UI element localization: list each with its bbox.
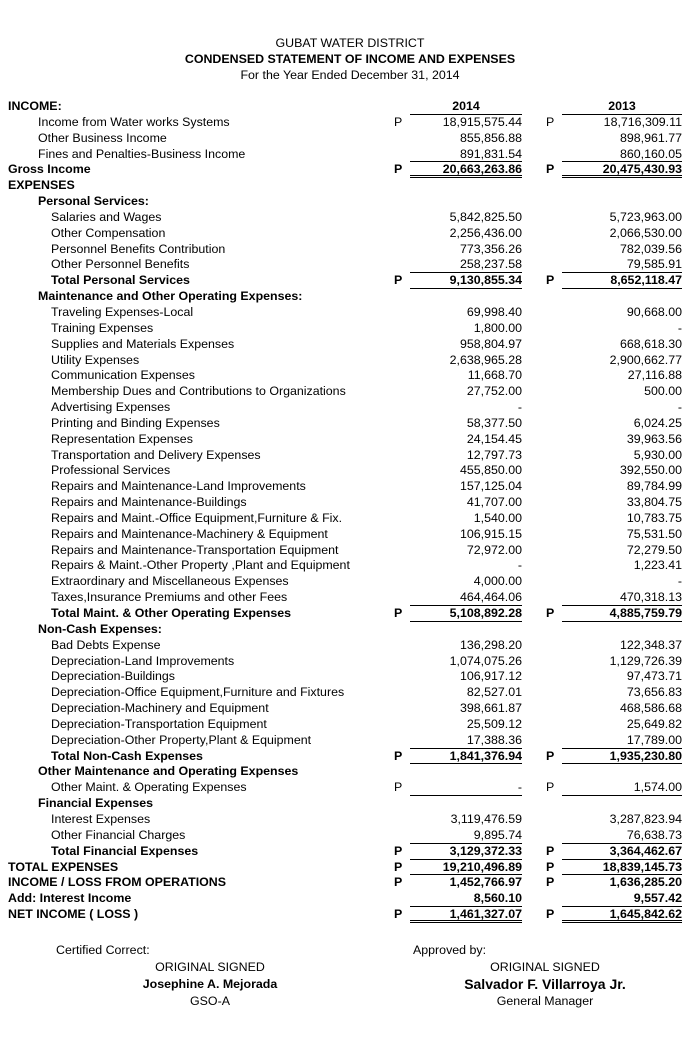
row-label: Other Business Income [38, 130, 167, 145]
amount-2013: 468,586.68 [619, 701, 682, 716]
row-label: Financial Expenses [38, 796, 154, 811]
statement-row [0, 416, 700, 432]
statement-row [0, 226, 700, 242]
amount-2014: 12,797.73 [466, 447, 522, 462]
amount-2014: 773,356.26 [459, 241, 522, 256]
peso-sign-2014: P [394, 843, 403, 858]
row-label: Total Personal Services [51, 273, 190, 288]
statement-row [0, 273, 700, 289]
row-label: Utility Expenses [51, 352, 140, 367]
amount-2013: 17,789.00 [562, 733, 682, 749]
statement-row [0, 257, 700, 273]
peso-sign-2014: P [394, 748, 403, 763]
amount-2014: 9,130,855.34 [410, 273, 522, 289]
peso-sign-2013: P [546, 114, 555, 129]
amount-2013: 97,473.71 [626, 669, 682, 684]
statement-row [0, 812, 700, 828]
amount-2013: 79,585.91 [562, 257, 682, 273]
amount-2014: 2,638,965.28 [449, 352, 522, 367]
amount-2014: 2,256,436.00 [449, 225, 522, 240]
row-label: Repairs and Maintenance-Buildings [51, 495, 247, 510]
statement-row [0, 685, 700, 701]
amount-2014: 58,377.50 [466, 415, 522, 430]
amount-2014: 8,560.10 [410, 891, 522, 907]
amount-2014: 41,707.00 [466, 495, 522, 510]
approved-caption: Approved by: [413, 943, 487, 957]
amount-2013: 1,223.41 [633, 558, 682, 573]
amount-2013: 470,318.13 [562, 590, 682, 606]
amount-2014: 11,668.70 [467, 368, 522, 383]
amount-2013: 39,963.56 [626, 431, 682, 446]
amount-2014: - [517, 558, 522, 573]
peso-sign-2014: P [394, 162, 403, 177]
amount-2014: 24,154.45 [466, 431, 522, 446]
row-label: Traveling Expenses-Local [51, 304, 194, 319]
peso-sign-2014: P [394, 780, 403, 795]
statement-row [0, 99, 700, 115]
approved-status: ORIGINAL SIGNED [490, 960, 600, 974]
row-label: Depreciation-Machinery and Equipment [51, 701, 269, 716]
row-label: Non-Cash Expenses: [38, 621, 162, 636]
statement-row [0, 622, 700, 638]
amount-2014: 3,129,372.33 [410, 844, 522, 860]
amount-2013: 122,348.37 [619, 637, 682, 652]
approved-position: General Manager [496, 994, 594, 1008]
row-label: Bad Debts Expense [51, 637, 161, 652]
peso-sign-2013: P [546, 780, 555, 795]
statement-row [0, 891, 700, 907]
amount-2014: 455,850.00 [459, 463, 522, 478]
certified-status: ORIGINAL SIGNED [155, 960, 265, 974]
statement-row [0, 654, 700, 670]
row-label: Representation Expenses [51, 431, 193, 446]
row-label: Personnel Benefits Contribution [51, 241, 226, 256]
amount-2014: 398,661.87 [459, 701, 522, 716]
statement-row [0, 384, 700, 400]
statement-row [0, 242, 700, 258]
amount-2014: - [410, 780, 522, 796]
statement-row [0, 875, 700, 891]
statement-row [0, 479, 700, 495]
statement-row [0, 780, 700, 796]
statement-row [0, 828, 700, 844]
statement-row [0, 749, 700, 765]
statement-row [0, 400, 700, 416]
statement-row [0, 337, 700, 353]
amount-2013: 25,649.82 [626, 716, 682, 731]
row-label: Add: Interest Income [8, 891, 132, 906]
amount-2014: 855,856.88 [459, 130, 522, 145]
amount-2013: - [677, 320, 682, 335]
amount-2013: 20,475,430.93 [562, 162, 682, 178]
row-label: Repairs and Maintenance-Land Improvements [51, 479, 306, 494]
statement-row [0, 511, 700, 527]
row-label: INCOME: [8, 99, 62, 113]
amount-2014: - [517, 400, 522, 415]
peso-sign-2013: P [546, 843, 555, 858]
amount-2014: 20,663,263.86 [410, 162, 522, 178]
statement-row [0, 669, 700, 685]
statement-row [0, 558, 700, 574]
amount-2014: 82,527.01 [466, 685, 522, 700]
peso-sign-2013: P [546, 859, 555, 874]
row-label: Communication Expenses [51, 368, 195, 383]
amount-2014: 72,972.00 [466, 542, 522, 557]
org-name: GUBAT WATER DISTRICT [275, 36, 425, 50]
amount-2013: 18,716,309.11 [603, 114, 682, 129]
statement-row [0, 764, 700, 780]
amount-2013: 1,129,726.39 [609, 653, 682, 668]
statement-row [0, 353, 700, 369]
peso-sign-2013: P [546, 875, 555, 890]
row-label: Total Non-Cash Expenses [51, 748, 203, 763]
amount-2013: 27,116.88 [627, 368, 682, 383]
statement-row [0, 717, 700, 733]
peso-sign-2013: P [546, 162, 555, 177]
statement-table [0, 99, 700, 923]
amount-2014: 891,831.54 [410, 147, 522, 163]
row-label: Other Personnel Benefits [51, 257, 190, 272]
amount-2013: 3,364,462.67 [562, 844, 682, 860]
statement-row [0, 860, 700, 876]
amount-2013: 72,279.50 [626, 542, 682, 557]
row-label: Other Compensation [51, 225, 166, 240]
row-label: Depreciation-Other Property,Plant & Equipment [51, 732, 312, 747]
row-label: Training Expenses [51, 320, 154, 335]
row-label: Depreciation-Office Equipment,Furniture and Fixtures [51, 685, 345, 700]
amount-2013: 860,160.05 [562, 147, 682, 163]
amount-2014: 27,752.00 [466, 384, 522, 399]
row-label: Other Maint. & Operating Expenses [51, 780, 247, 795]
statement-row [0, 194, 700, 210]
peso-sign-2013: P [546, 606, 555, 620]
amount-2014: 2014 [410, 99, 522, 115]
statement-row [0, 432, 700, 448]
statement-row [0, 527, 700, 543]
statement-row [0, 907, 700, 923]
statement-row [0, 448, 700, 464]
row-label: Personal Services: [38, 194, 149, 209]
amount-2014: 4,000.00 [473, 574, 522, 589]
amount-2013: 33,804.75 [626, 495, 682, 510]
amount-2013: 1,574.00 [562, 780, 682, 796]
statement-row [0, 590, 700, 606]
amount-2014: 958,804.97 [459, 336, 522, 351]
amount-2013: 10,783.75 [626, 510, 682, 525]
row-label: Interest Expenses [51, 811, 151, 826]
amount-2013: 18,839,145.73 [562, 860, 682, 876]
approved-name: Salvador F. Villarroya Jr. [464, 976, 626, 992]
peso-sign-2013: P [546, 748, 555, 763]
amount-2013: 1,636,285.20 [609, 875, 682, 890]
amount-2014: 258,237.58 [410, 257, 522, 273]
amount-2013: 76,638.73 [562, 828, 682, 844]
statement-row [0, 606, 700, 622]
amount-2014: 106,917.12 [459, 669, 522, 684]
amount-2014: 106,915.15 [459, 526, 522, 541]
statement-row [0, 844, 700, 860]
row-label: Total Maint. & Other Operating Expenses [51, 606, 292, 620]
amount-2013: 75,531.50 [626, 526, 682, 541]
amount-2013: 1,935,230.80 [562, 749, 682, 765]
amount-2013: 3,287,823.94 [609, 811, 682, 826]
row-label: Depreciation-Transportation Equipment [51, 716, 267, 731]
peso-sign-2013: P [546, 907, 555, 922]
amount-2014: 9,895.74 [410, 828, 522, 844]
peso-sign-2014: P [394, 907, 403, 922]
amount-2013: 8,652,118.47 [562, 273, 682, 289]
amount-2014: 5,108,892.28 [410, 606, 522, 622]
statement-row [0, 147, 700, 163]
amount-2013: 500.00 [644, 384, 682, 399]
statement-row [0, 796, 700, 812]
certified-position: GSO-A [190, 994, 230, 1008]
amount-2013: 782,039.56 [619, 241, 682, 256]
row-label: EXPENSES [8, 178, 75, 193]
amount-2013: 5,930.00 [633, 447, 682, 462]
row-label: Maintenance and Other Operating Expenses: [38, 289, 303, 304]
peso-sign-2013: P [546, 273, 555, 288]
amount-2014: 3,119,476.59 [450, 811, 522, 826]
statement-row [0, 495, 700, 511]
amount-2014: 1,461,327.07 [410, 907, 522, 923]
amount-2013: - [677, 400, 682, 415]
amount-2013: 2,900,662.77 [609, 352, 682, 367]
statement-row [0, 289, 700, 305]
statement-row [0, 543, 700, 559]
amount-2014: 1,540.00 [473, 510, 522, 525]
row-label: Printing and Binding Expenses [51, 415, 220, 430]
statement-row [0, 638, 700, 654]
amount-2014: 1,074,075.26 [449, 653, 522, 668]
certified-caption: Certified Correct: [56, 943, 150, 957]
peso-sign-2014: P [394, 273, 403, 288]
row-label: Other Maintenance and Operating Expenses [38, 764, 299, 779]
row-label: Income from Water works Systems [38, 114, 230, 129]
peso-sign-2014: P [394, 114, 403, 129]
row-label: NET INCOME ( LOSS ) [8, 907, 139, 922]
statement-row [0, 463, 700, 479]
row-label: Professional Services [51, 463, 171, 478]
row-label: INCOME / LOSS FROM OPERATIONS [8, 875, 226, 890]
row-label: Membership Dues and Contributions to Organizations [51, 384, 346, 399]
amount-2014: 157,125.04 [459, 479, 522, 494]
amount-2013: 5,723,963.00 [609, 209, 682, 224]
amount-2014: 25,509.12 [466, 716, 522, 731]
peso-sign-2014: P [394, 606, 403, 620]
amount-2014: 5,842,825.50 [449, 209, 522, 224]
row-label: Supplies and Materials Expenses [51, 336, 235, 351]
amount-2013: 6,024.25 [633, 415, 682, 430]
row-label: Repairs and Maint.-Office Equipment,Furniture & Fix. [51, 510, 343, 525]
amount-2013: 2013 [562, 99, 682, 115]
statement-row [0, 701, 700, 717]
amount-2014: 1,841,376.94 [410, 749, 522, 765]
row-label: Transportation and Delivery Expenses [51, 447, 261, 462]
row-label: Other Financial Charges [51, 827, 186, 842]
amount-2013: 1,645,842.62 [562, 907, 682, 923]
row-label: Repairs & Maint.-Other Property ,Plant and Equipment [51, 558, 350, 573]
amount-2013: 898,961.77 [619, 130, 682, 145]
amount-2013: 9,557.42 [562, 891, 682, 907]
row-label: Advertising Expenses [51, 400, 171, 415]
statement-row [0, 178, 700, 194]
row-label: Total Financial Expenses [51, 843, 199, 858]
peso-sign-2014: P [394, 859, 403, 874]
amount-2014: 136,298.20 [459, 637, 522, 652]
row-label: Fines and Penalties-Business Income [38, 146, 246, 161]
statement-row [0, 115, 700, 131]
row-label: Depreciation-Land Improvements [51, 653, 235, 668]
statement-period: For the Year Ended December 31, 2014 [240, 68, 460, 82]
amount-2013: 89,784.99 [626, 479, 682, 494]
amount-2013: - [677, 574, 682, 589]
row-label: Salaries and Wages [51, 209, 162, 224]
row-label: Taxes,Insurance Premiums and other Fees [51, 590, 288, 605]
statement-row [0, 305, 700, 321]
row-label: Repairs and Maintenance-Transportation Equipment [51, 542, 339, 557]
statement-row [0, 131, 700, 147]
amount-2014: 19,210,496.89 [410, 860, 522, 876]
amount-2013: 2,066,530.00 [609, 225, 682, 240]
amount-2014: 69,998.40 [466, 304, 522, 319]
amount-2014: 1,800.00 [473, 320, 522, 335]
statement-title: CONDENSED STATEMENT OF INCOME AND EXPENSES [184, 52, 516, 66]
amount-2013: 73,656.83 [626, 685, 682, 700]
statement-row [0, 733, 700, 749]
amount-2013: 90,668.00 [626, 304, 682, 319]
amount-2013: 668,618.30 [619, 336, 682, 351]
peso-sign-2014: P [394, 875, 403, 890]
statement-row [0, 321, 700, 337]
row-label: Extraordinary and Miscellaneous Expenses [51, 574, 289, 589]
row-label: TOTAL EXPENSES [8, 859, 119, 874]
row-label: Depreciation-Buildings [51, 669, 175, 684]
amount-2014: 17,388.36 [410, 733, 522, 749]
amount-2014: 18,915,575.44 [442, 114, 522, 129]
amount-2014: 464,464.06 [410, 590, 522, 606]
amount-2014: 1,452,766.97 [449, 875, 522, 890]
statement-row [0, 368, 700, 384]
statement-row [0, 574, 700, 590]
statement-row [0, 210, 700, 226]
row-label: Repairs and Maintenance-Machinery & Equipment [51, 526, 328, 541]
amount-2013: 4,885,759.79 [562, 606, 682, 622]
amount-2013: 392,550.00 [619, 463, 682, 478]
statement-row [0, 162, 700, 178]
row-label: Gross Income [8, 162, 91, 177]
certified-name: Josephine A. Mejorada [142, 977, 278, 991]
